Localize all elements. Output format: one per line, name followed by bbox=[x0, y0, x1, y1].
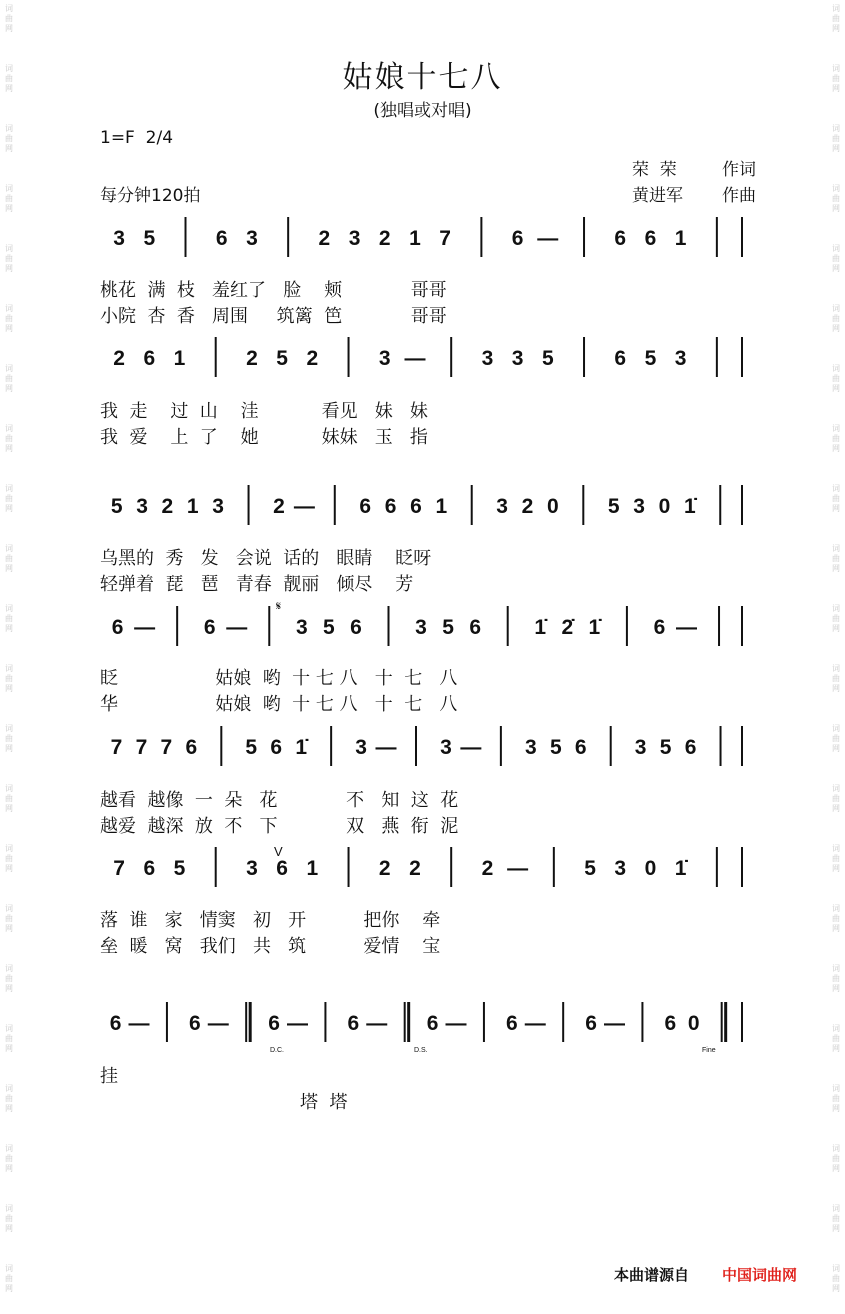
lyric-line: 塔 塔 bbox=[300, 1092, 348, 1113]
watermark-mark: 词 曲 网 bbox=[832, 1264, 840, 1293]
watermark-mark: 词 曲 网 bbox=[5, 1084, 13, 1113]
watermark-mark: 词 曲 网 bbox=[832, 904, 840, 933]
dash-extension: — bbox=[134, 616, 156, 639]
watermark-mark: 词 曲 网 bbox=[5, 1144, 13, 1173]
note: 1 bbox=[409, 227, 421, 250]
lyric-line: 垒 暖 窝 我们 共 筑 爱情 宝 bbox=[100, 936, 441, 957]
note: 3 bbox=[614, 857, 627, 880]
watermark-mark: 词 曲 网 bbox=[832, 364, 840, 393]
watermark-mark: 词 曲 网 bbox=[832, 1144, 840, 1173]
note: 6 bbox=[203, 616, 216, 639]
lyric-line: 桃花 满 枝 羞红了 脸 颊 哥哥 bbox=[100, 280, 447, 301]
note: 3 bbox=[634, 736, 647, 759]
note: 0 bbox=[658, 495, 671, 518]
note: 6 bbox=[111, 616, 124, 639]
watermark-mark: 词 曲 网 bbox=[5, 1024, 13, 1053]
lyric-line: 越看 越像 一 朵 花 不 知 这 花 bbox=[100, 790, 459, 811]
watermark-mark: 词 曲 网 bbox=[832, 1084, 840, 1113]
dash-extension: — bbox=[524, 1012, 546, 1035]
note: 7 bbox=[113, 857, 125, 880]
note: 1 bbox=[435, 495, 448, 518]
dash-extension: — bbox=[603, 1012, 625, 1035]
watermark-mark: 词 曲 网 bbox=[832, 784, 840, 813]
note: 3 bbox=[633, 495, 645, 518]
note: 6 bbox=[644, 227, 657, 250]
note: 6 bbox=[684, 736, 697, 759]
lyric-line: 越爱 越深 放 不 下 双 燕 衔 泥 bbox=[100, 816, 459, 837]
watermark-mark: 词 曲 网 bbox=[832, 484, 840, 513]
lyric-line: 眨 姑娘 哟 十 七 八 十 七 八 bbox=[100, 668, 458, 689]
watermark-mark: 词 曲 网 bbox=[832, 844, 840, 873]
note: 1̇ bbox=[295, 736, 308, 759]
watermark-mark: 词 曲 网 bbox=[832, 184, 840, 213]
dc-mark: D.C. bbox=[270, 1047, 284, 1054]
note: 5 bbox=[143, 227, 156, 250]
note: 5 bbox=[110, 495, 123, 518]
note: 5 bbox=[276, 347, 288, 370]
note: 6 bbox=[350, 616, 362, 639]
watermark-mark: 词 曲 网 bbox=[5, 544, 13, 573]
watermark-mark: 词 曲 网 bbox=[832, 664, 840, 693]
watermark-mark: 词 曲 网 bbox=[832, 1024, 840, 1053]
note: 6 bbox=[469, 616, 482, 639]
fine-mark: Fine bbox=[702, 1047, 716, 1054]
note: 3 bbox=[496, 495, 508, 518]
note: 5 bbox=[607, 495, 620, 518]
note: 2̇ bbox=[561, 616, 574, 639]
note: 6 bbox=[614, 347, 627, 370]
note: 3 bbox=[246, 227, 258, 250]
lyric-line: 落 谁 家 情窦 初 开 把你 牵 bbox=[100, 910, 441, 931]
watermark-mark: 词 曲 网 bbox=[5, 364, 13, 393]
note: 1 bbox=[173, 347, 186, 370]
breath-mark: V bbox=[274, 844, 283, 859]
note: 6 bbox=[143, 347, 156, 370]
note: 3 bbox=[295, 616, 308, 639]
note: 6 bbox=[143, 857, 156, 880]
watermark-mark: 词 曲 网 bbox=[5, 184, 13, 213]
note: 3 bbox=[246, 857, 258, 880]
note: 6 bbox=[189, 1012, 201, 1035]
note: 3 bbox=[136, 495, 148, 518]
segno-mark: 𝄋 bbox=[276, 599, 282, 613]
dash-extension: — bbox=[207, 1012, 229, 1035]
note: 2 bbox=[378, 227, 391, 250]
watermark-mark: 词 曲 网 bbox=[5, 424, 13, 453]
note: 6 bbox=[511, 227, 524, 250]
lyric-line: 华 姑娘 哟 十 七 八 十 七 八 bbox=[100, 694, 458, 715]
note: 3 bbox=[415, 616, 427, 639]
site-link[interactable]: 中国词曲网 bbox=[722, 1266, 798, 1284]
lyricist-role: 作词 bbox=[722, 160, 756, 180]
note: 6 bbox=[664, 1012, 677, 1035]
watermark-mark: 词 曲 网 bbox=[5, 244, 13, 273]
watermark-mark: 词 曲 网 bbox=[5, 604, 13, 633]
note: 0 bbox=[547, 495, 559, 518]
note: 6 bbox=[268, 1012, 280, 1035]
note: 3 bbox=[511, 347, 524, 370]
dash-extension: — bbox=[366, 1012, 388, 1035]
watermark-mark: 词 曲 网 bbox=[832, 124, 840, 153]
note: 0 bbox=[687, 1012, 700, 1035]
dash-extension: — bbox=[226, 616, 248, 639]
note: 2 bbox=[246, 347, 258, 370]
note: 2 bbox=[273, 495, 285, 518]
watermark-mark: 词 曲 网 bbox=[5, 484, 13, 513]
note: 2 bbox=[306, 347, 319, 370]
note: 7 bbox=[110, 736, 123, 759]
watermark-mark: 词 曲 网 bbox=[832, 724, 840, 753]
note: 3 bbox=[348, 227, 361, 250]
note: 6 bbox=[574, 736, 587, 759]
watermark-mark: 词 曲 网 bbox=[832, 604, 840, 633]
note: 6 bbox=[384, 495, 397, 518]
note: 3 bbox=[674, 347, 687, 370]
dash-extension: — bbox=[375, 736, 397, 759]
note: 3 bbox=[378, 347, 391, 370]
composer-name: 黄进军 bbox=[632, 186, 683, 206]
note: 6 bbox=[215, 227, 228, 250]
watermark-mark: 词 曲 网 bbox=[5, 4, 13, 33]
note: 1̇ bbox=[674, 857, 687, 880]
tempo-marking: 每分钟120拍 bbox=[100, 186, 201, 206]
note: 6 bbox=[276, 857, 288, 880]
dash-extension: — bbox=[445, 1012, 467, 1035]
note: 3 bbox=[355, 736, 367, 759]
lyric-line: 乌黑的 秀 发 会说 话的 眼睛 眨呀 bbox=[100, 548, 432, 569]
lyric-line: 我 走 过 山 洼 看见 妹 妹 bbox=[100, 401, 428, 422]
dash-extension: — bbox=[676, 616, 698, 639]
watermark-mark: 词 曲 网 bbox=[5, 124, 13, 153]
note: 1 bbox=[186, 495, 199, 518]
watermark-mark: 词 曲 网 bbox=[832, 544, 840, 573]
note: 0 bbox=[644, 857, 657, 880]
lyric-line: 轻弹着 琵 琶 青春 靓丽 倾尽 芳 bbox=[100, 574, 414, 595]
dash-extension: — bbox=[286, 1012, 308, 1035]
note: 1̇ bbox=[683, 495, 696, 518]
watermark-mark: 词 曲 网 bbox=[5, 904, 13, 933]
lyric-line: 挂 bbox=[100, 1066, 118, 1087]
key-signature: 1=F 2/4 bbox=[100, 128, 174, 148]
song-title: 姑娘十七八 bbox=[342, 60, 503, 95]
watermark-mark: 词 曲 网 bbox=[832, 64, 840, 93]
watermark-mark: 词 曲 网 bbox=[832, 244, 840, 273]
composer-role: 作曲 bbox=[722, 186, 756, 206]
note: 2 bbox=[521, 495, 534, 518]
note: 6 bbox=[109, 1012, 122, 1035]
note: 5 bbox=[442, 616, 454, 639]
note: 2 bbox=[161, 495, 174, 518]
dash-extension: — bbox=[507, 857, 529, 880]
note: 3 bbox=[212, 495, 224, 518]
note: 1̇ bbox=[534, 616, 547, 639]
ds-mark: D.S. bbox=[414, 1047, 428, 1054]
note: 2 bbox=[318, 227, 331, 250]
note: 5 bbox=[549, 736, 562, 759]
note: 2 bbox=[113, 347, 125, 370]
note: 6 bbox=[347, 1012, 360, 1035]
source-label: 本曲谱源自 bbox=[614, 1266, 690, 1284]
note: 6 bbox=[410, 495, 422, 518]
note: 6 bbox=[653, 616, 666, 639]
note: 6 bbox=[185, 736, 198, 759]
note: 6 bbox=[614, 227, 627, 250]
dash-extension: — bbox=[128, 1012, 150, 1035]
note: 7 bbox=[439, 227, 451, 250]
note: 2 bbox=[378, 857, 391, 880]
watermark-mark: 词 曲 网 bbox=[5, 964, 13, 993]
watermark-mark: 词 曲 网 bbox=[5, 724, 13, 753]
note: 5 bbox=[644, 347, 657, 370]
watermark-mark: 词 曲 网 bbox=[832, 4, 840, 33]
note: 5 bbox=[659, 736, 672, 759]
watermark-mark: 词 曲 网 bbox=[5, 1264, 13, 1293]
note: 2 bbox=[409, 857, 421, 880]
watermark-mark: 词 曲 网 bbox=[5, 784, 13, 813]
lyric-line: 我 爱 上 了 她 妹妹 玉 指 bbox=[100, 427, 428, 448]
dash-extension: — bbox=[537, 227, 559, 250]
watermark-mark: 词 曲 网 bbox=[832, 964, 840, 993]
note: 6 bbox=[359, 495, 372, 518]
watermark-mark: 词 曲 网 bbox=[5, 664, 13, 693]
lyric-line: 小院 杏 香 周围 筑篱 笆 哥哥 bbox=[100, 306, 447, 327]
note: 5 bbox=[584, 857, 596, 880]
note: 1 bbox=[674, 227, 687, 250]
note: 3 bbox=[440, 736, 452, 759]
note: 1 bbox=[306, 857, 319, 880]
dash-extension: — bbox=[460, 736, 482, 759]
watermark-mark: 词 曲 网 bbox=[832, 424, 840, 453]
note: 1̇ bbox=[588, 616, 601, 639]
watermark-mark: 词 曲 网 bbox=[832, 304, 840, 333]
note: 5 bbox=[245, 736, 258, 759]
note: 6 bbox=[506, 1012, 518, 1035]
dash-extension: — bbox=[293, 495, 315, 518]
note: 3 bbox=[113, 227, 125, 250]
watermark-mark: 词 曲 网 bbox=[5, 1204, 13, 1233]
note: 3 bbox=[481, 347, 494, 370]
note: 2 bbox=[481, 857, 494, 880]
note: 6 bbox=[426, 1012, 439, 1035]
lyricist-name: 荣 荣 bbox=[632, 160, 677, 180]
note: 6 bbox=[270, 736, 283, 759]
note: 5 bbox=[323, 616, 335, 639]
note: 7 bbox=[135, 736, 148, 759]
note: 5 bbox=[173, 857, 186, 880]
note: 7 bbox=[160, 736, 173, 759]
note: 6 bbox=[585, 1012, 597, 1035]
watermark-mark: 词 曲 网 bbox=[5, 304, 13, 333]
note: 3 bbox=[524, 736, 537, 759]
note: 5 bbox=[541, 347, 554, 370]
watermark-mark: 词 曲 网 bbox=[5, 64, 13, 93]
dash-extension: — bbox=[404, 347, 426, 370]
song-subtitle: (独唱或对唱) bbox=[373, 101, 472, 121]
watermark-mark: 词 曲 网 bbox=[5, 844, 13, 873]
watermark-mark: 词 曲 网 bbox=[832, 1204, 840, 1233]
